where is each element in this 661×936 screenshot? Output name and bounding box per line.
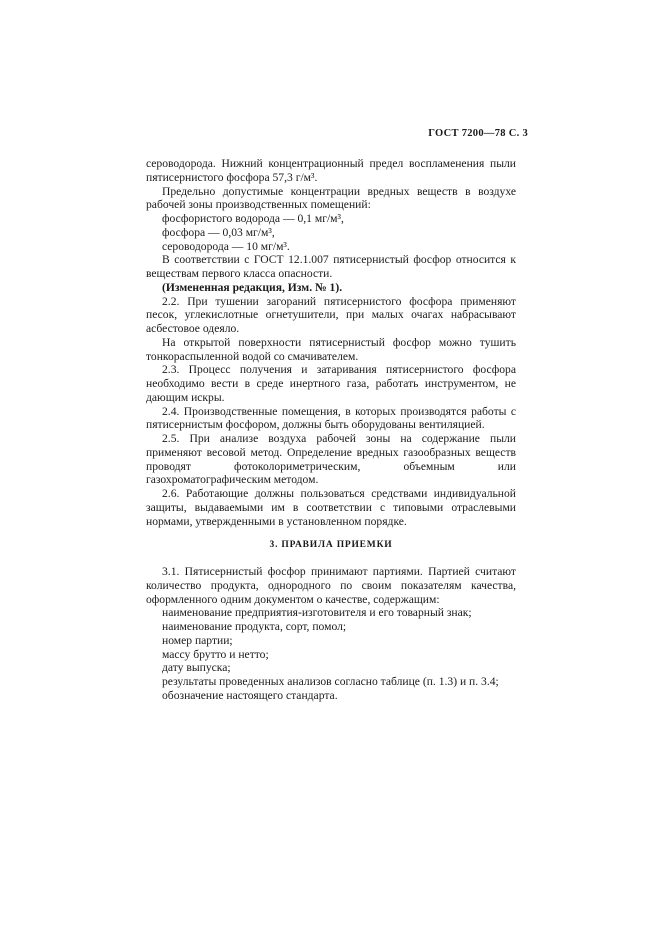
paragraph: В соответствии с ГОСТ 12.1.007 пятисернистый фосфор относится к веществам первого класса опасности. xyxy=(146,253,516,280)
list-item: наименование продукта, сорт, помол; xyxy=(162,620,347,633)
list-item: наименование предприятия-изготовителя и его товарный знак; xyxy=(162,606,472,620)
paragraph: сероводорода. Нижний концентрационный предел воспламенения пыли пятисернистого фосфора 57,3 г/м³. xyxy=(146,157,516,184)
list-item: массу брутто и нетто; xyxy=(162,647,269,661)
document-body xyxy=(146,157,516,703)
section-title: 3. ПРАВИЛА ПРИЕМКИ xyxy=(269,540,393,551)
edition-note: (Измененная редакция, Изм. № 1). xyxy=(162,280,343,294)
page-header: ГОСТ 7200—78 С. 3 xyxy=(428,128,528,139)
list-item: фосфора — 0,03 мг/м³, xyxy=(162,225,275,239)
paragraph: 2.5. При анализе воздуха рабочей зоны на содержание пыли применяют весовой метод. Определение вредных газообразных веществ проводят фотоколориметрическим, объемным или газохроматографическим методом. xyxy=(146,432,516,487)
paragraph: 3.1. Пятисернистый фосфор принимают партиями. Партией считают количество продукта, однородного по своим показателям качества, оформленного одним документом о качестве, содержащим: xyxy=(146,565,516,606)
paragraph: Предельно допустимые концентрации вредных веществ в воздухе рабочей зоны производственных помещений: xyxy=(146,184,516,212)
list-item: результаты проведенных анализов согласно таблице (п. 1.3) и п. 3.4; xyxy=(162,675,499,688)
paragraph: 2.3. Процесс получения и затаривания пятисернистого фосфора необходимо вести в среде инертного газа, работать инструментом, не дающим искры. xyxy=(146,363,516,404)
paragraph: 2.6. Работающие должны пользоваться средствами индивидуальной защиты, выдаваемыми им в соответствии с типовыми отраслевыми нормами, утвержденными в установленном порядке. xyxy=(146,487,516,528)
paragraph: 2.4. Производственные помещения, в которых производятся работы с пятисернистым фосфором, должны быть оборудованы вентиляцией. xyxy=(146,404,516,432)
list-item: дату выпуска; xyxy=(162,661,231,675)
paragraph: На открытой поверхности пятисернистый фосфор можно тушить тонкораспыленной водой со смачивателем. xyxy=(146,335,516,363)
paragraph: 2.2. При тушении загораний пятисернистого фосфора применяют песок, углекислотные огнетушители, при малых очагах набрасывают асбестовое одеяло. xyxy=(146,294,516,335)
list-item: номер партии; xyxy=(162,633,233,647)
list-item: обозначение настоящего стандарта. xyxy=(162,688,338,702)
list-item: сероводорода — 10 мг/м³. xyxy=(162,239,290,253)
list-item: фосфористого водорода — 0,1 мг/м³, xyxy=(162,212,344,225)
